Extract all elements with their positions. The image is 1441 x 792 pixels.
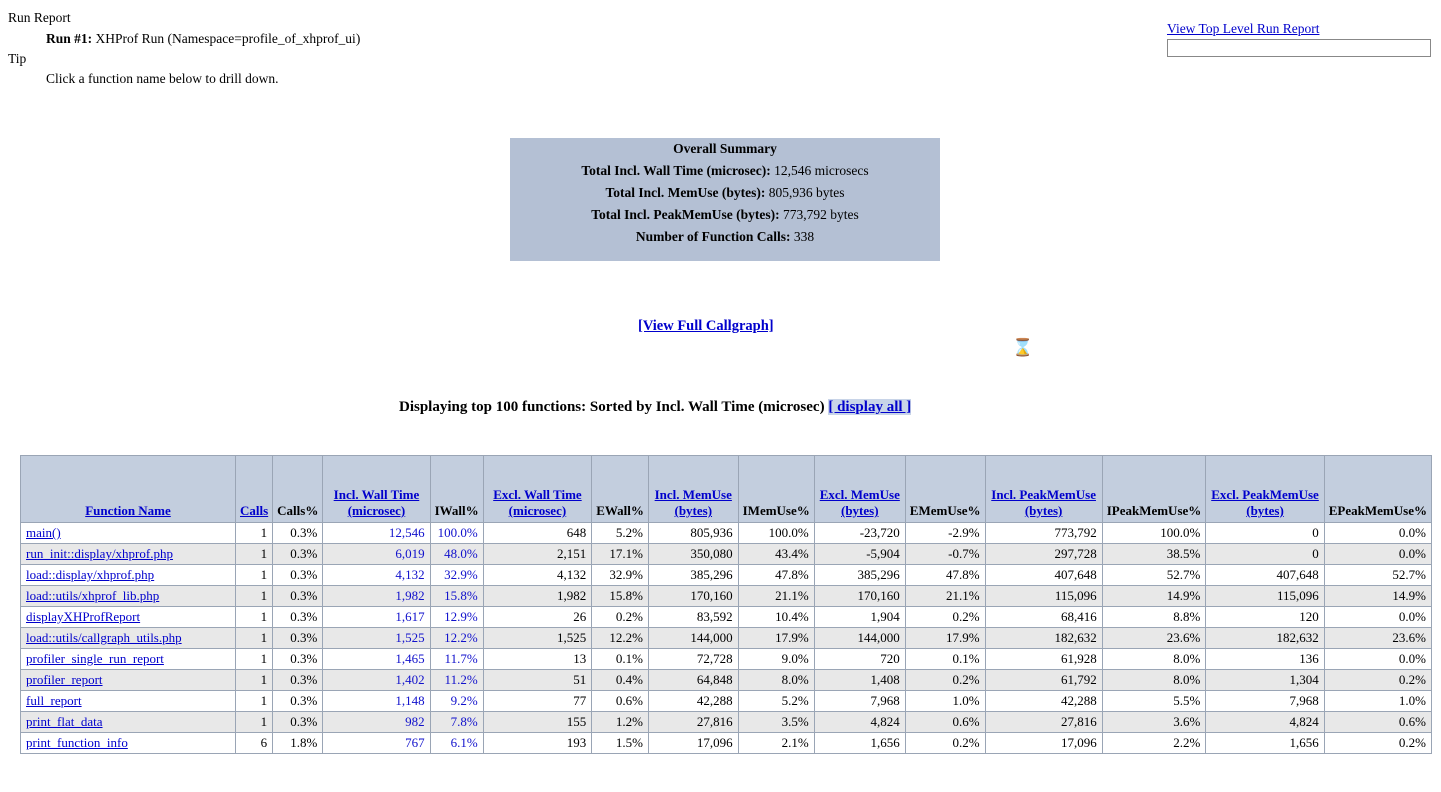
summary-label: Number of Function Calls: (635, 229, 791, 244)
iwall-pct-cell: 9.2% (430, 691, 483, 712)
function-name-cell[interactable] (21, 523, 236, 544)
column-header-calls[interactable] (236, 456, 273, 523)
incl-peakmemuse-cell: 17,096 (985, 733, 1102, 754)
excl-wall-cell: 1,982 (483, 586, 592, 607)
excl-memuse-cell: 170,160 (814, 586, 905, 607)
column-header-calls-pct (273, 456, 323, 523)
header-label: EPeakMemUse% (1328, 503, 1427, 518)
function-name-cell[interactable] (21, 628, 236, 649)
table-row (21, 670, 1432, 691)
incl-memuse-cell: 83,592 (648, 607, 738, 628)
excl-memuse-cell: 144,000 (814, 628, 905, 649)
search-input[interactable] (1167, 39, 1431, 57)
function-name-cell[interactable] (21, 649, 236, 670)
column-header-incl-memuse[interactable] (648, 456, 738, 523)
epeakmemuse-pct-cell: 14.9% (1324, 586, 1431, 607)
ewall-pct-cell: 12.2% (592, 628, 649, 649)
calls-cell: 6 (236, 733, 273, 754)
sort-link[interactable]: Excl. Wall Time (microsec) (493, 487, 582, 518)
ememuse-pct-cell: 17.9% (905, 628, 985, 649)
excl-wall-cell: 13 (483, 649, 592, 670)
header-label: EMemUse% (909, 503, 981, 518)
run-namespace: XHProf Run (Namespace=profile_of_xhprof_ui) (95, 31, 361, 46)
incl-memuse-cell: 350,080 (648, 544, 738, 565)
imemuse-pct-cell: 17.9% (738, 628, 814, 649)
table-row (21, 523, 1432, 544)
hourglass-icon: ⌛ (1012, 338, 1034, 357)
incl-peakmemuse-cell: 61,792 (985, 670, 1102, 691)
overall-summary-title: Overall Summary (673, 141, 777, 156)
summary-label: Total Incl. MemUse (bytes): (605, 185, 766, 200)
calls-cell: 1 (236, 523, 273, 544)
iwall-pct-cell: 12.2% (430, 628, 483, 649)
incl-memuse-cell: 144,000 (648, 628, 738, 649)
ipeakmemuse-pct-cell: 3.6% (1102, 712, 1206, 733)
run-number: Run #1: (46, 31, 93, 46)
summary-label: Total Incl. Wall Time (microsec): (581, 163, 771, 178)
sort-link[interactable]: Incl. Wall Time (microsec) (333, 487, 420, 518)
table-row (21, 544, 1432, 565)
epeakmemuse-pct-cell: 0.2% (1324, 670, 1431, 691)
epeakmemuse-pct-cell: 0.6% (1324, 712, 1431, 733)
table-row (21, 628, 1432, 649)
run-description (46, 31, 360, 47)
column-header-excl-memuse[interactable] (814, 456, 905, 523)
function-link[interactable]: load::utils/xhprof_lib.php (26, 588, 160, 603)
function-link[interactable]: run_init::display/xhprof.php (26, 546, 173, 561)
excl-wall-cell: 51 (483, 670, 592, 691)
view-top-level-run-report-link[interactable]: View Top Level Run Report (1167, 21, 1320, 36)
excl-memuse-cell: 1,904 (814, 607, 905, 628)
incl-memuse-cell: 72,728 (648, 649, 738, 670)
function-name-cell[interactable] (21, 691, 236, 712)
excl-wall-cell: 4,132 (483, 565, 592, 586)
calls-cell: 1 (236, 691, 273, 712)
imemuse-pct-cell: 8.0% (738, 670, 814, 691)
excl-peakmemuse-cell: 1,656 (1206, 733, 1324, 754)
imemuse-pct-cell: 100.0% (738, 523, 814, 544)
excl-memuse-cell: -23,720 (814, 523, 905, 544)
summary-value: 338 (793, 229, 815, 244)
calls-pct-cell: 1.8% (273, 733, 323, 754)
ipeakmemuse-pct-cell: 38.5% (1102, 544, 1206, 565)
function-link[interactable]: main() (26, 525, 61, 540)
excl-peakmemuse-cell: 4,824 (1206, 712, 1324, 733)
display-all-link[interactable]: [ display all ] (828, 399, 912, 415)
excl-memuse-cell: 1,408 (814, 670, 905, 691)
incl-wall-cell: 12,546 (323, 523, 430, 544)
calls-cell: 1 (236, 544, 273, 565)
calls-pct-cell: 0.3% (273, 607, 323, 628)
excl-wall-cell: 648 (483, 523, 592, 544)
excl-peakmemuse-cell: 115,096 (1206, 586, 1324, 607)
column-header-imemuse-pct (738, 456, 814, 523)
header-label: IPeakMemUse% (1106, 503, 1202, 518)
header-label: EWall% (596, 503, 644, 518)
incl-memuse-cell: 805,936 (648, 523, 738, 544)
summary-row (510, 163, 940, 179)
incl-memuse-cell: 27,816 (648, 712, 738, 733)
excl-memuse-cell: 1,656 (814, 733, 905, 754)
summary-row (510, 207, 940, 223)
ipeakmemuse-pct-cell: 100.0% (1102, 523, 1206, 544)
incl-wall-cell: 982 (323, 712, 430, 733)
incl-memuse-cell: 64,848 (648, 670, 738, 691)
ipeakmemuse-pct-cell: 8.0% (1102, 649, 1206, 670)
tip-label: Tip (8, 51, 27, 66)
sort-link[interactable]: Excl. PeakMemUse (bytes) (1211, 487, 1319, 518)
incl-wall-cell: 1,402 (323, 670, 430, 691)
view-full-callgraph-link[interactable]: [View Full Callgraph] (638, 318, 774, 334)
table-row (21, 712, 1432, 733)
incl-memuse-cell: 17,096 (648, 733, 738, 754)
excl-wall-cell: 155 (483, 712, 592, 733)
calls-cell: 1 (236, 565, 273, 586)
calls-pct-cell: 0.3% (273, 691, 323, 712)
column-header-excl-wall-time[interactable] (483, 456, 592, 523)
ipeakmemuse-pct-cell: 52.7% (1102, 565, 1206, 586)
ememuse-pct-cell: 1.0% (905, 691, 985, 712)
incl-peakmemuse-cell: 115,096 (985, 586, 1102, 607)
incl-peakmemuse-cell: 27,816 (985, 712, 1102, 733)
ememuse-pct-cell: -2.9% (905, 523, 985, 544)
incl-wall-cell: 6,019 (323, 544, 430, 565)
calls-cell: 1 (236, 712, 273, 733)
column-header-function-name[interactable] (21, 456, 236, 523)
incl-peakmemuse-cell: 61,928 (985, 649, 1102, 670)
excl-memuse-cell: -5,904 (814, 544, 905, 565)
epeakmemuse-pct-cell: 23.6% (1324, 628, 1431, 649)
ememuse-pct-cell: -0.7% (905, 544, 985, 565)
header-label: IMemUse% (742, 503, 810, 518)
function-name-cell[interactable] (21, 607, 236, 628)
summary-row (510, 185, 940, 201)
table-row (21, 607, 1432, 628)
incl-wall-cell: 1,982 (323, 586, 430, 607)
calls-pct-cell: 0.3% (273, 586, 323, 607)
ewall-pct-cell: 1.5% (592, 733, 649, 754)
epeakmemuse-pct-cell: 0.0% (1324, 544, 1431, 565)
table-body (21, 523, 1432, 754)
ememuse-pct-cell: 47.8% (905, 565, 985, 586)
ewall-pct-cell: 17.1% (592, 544, 649, 565)
calls-cell: 1 (236, 586, 273, 607)
table-row (21, 691, 1432, 712)
calls-pct-cell: 0.3% (273, 628, 323, 649)
ipeakmemuse-pct-cell: 8.0% (1102, 670, 1206, 691)
incl-wall-cell: 4,132 (323, 565, 430, 586)
incl-peakmemuse-cell: 407,648 (985, 565, 1102, 586)
excl-peakmemuse-cell: 136 (1206, 649, 1324, 670)
incl-wall-cell: 1,148 (323, 691, 430, 712)
incl-memuse-cell: 170,160 (648, 586, 738, 607)
header-label: IWall% (434, 503, 479, 518)
column-header-ememuse-pct (905, 456, 985, 523)
iwall-pct-cell: 12.9% (430, 607, 483, 628)
calls-cell: 1 (236, 628, 273, 649)
ememuse-pct-cell: 0.2% (905, 670, 985, 691)
incl-memuse-cell: 385,296 (648, 565, 738, 586)
ewall-pct-cell: 0.6% (592, 691, 649, 712)
ememuse-pct-cell: 0.2% (905, 733, 985, 754)
sort-link[interactable]: Calls (240, 503, 269, 518)
epeakmemuse-pct-cell: 52.7% (1324, 565, 1431, 586)
calls-pct-cell: 0.3% (273, 565, 323, 586)
excl-peakmemuse-cell: 1,304 (1206, 670, 1324, 691)
header-label: Calls% (277, 503, 319, 518)
calls-pct-cell: 0.3% (273, 523, 323, 544)
ememuse-pct-cell: 21.1% (905, 586, 985, 607)
function-link[interactable]: load::display/xhprof.php (26, 567, 155, 582)
function-profile-table (20, 455, 1432, 754)
column-header-excl-peakmemuse[interactable] (1206, 456, 1324, 523)
summary-value: 12,546 microsecs (774, 163, 869, 178)
excl-wall-cell: 1,525 (483, 628, 592, 649)
function-link[interactable]: profiler_report (26, 672, 103, 687)
sort-link[interactable]: Function Name (85, 503, 171, 518)
calls-pct-cell: 0.3% (273, 670, 323, 691)
displaying-text: Displaying top 100 functions: Sorted by Incl. Wall Time (microsec) (399, 399, 825, 415)
epeakmemuse-pct-cell: 0.0% (1324, 523, 1431, 544)
calls-cell: 1 (236, 649, 273, 670)
excl-peakmemuse-cell: 182,632 (1206, 628, 1324, 649)
function-name-cell[interactable] (21, 565, 236, 586)
epeakmemuse-pct-cell: 0.0% (1324, 649, 1431, 670)
run-report-label: Run Report (8, 10, 71, 25)
excl-peakmemuse-cell: 7,968 (1206, 691, 1324, 712)
summary-label: Total Incl. PeakMemUse (bytes): (591, 207, 780, 222)
column-header-incl-peakmemuse[interactable] (985, 456, 1102, 523)
displaying-summary (399, 399, 911, 416)
sort-link[interactable]: Excl. MemUse (bytes) (819, 487, 900, 518)
excl-wall-cell: 77 (483, 691, 592, 712)
table-header-row (21, 456, 1432, 523)
excl-wall-cell: 26 (483, 607, 592, 628)
ewall-pct-cell: 32.9% (592, 565, 649, 586)
sort-link[interactable]: Incl. PeakMemUse (bytes) (991, 487, 1096, 518)
ewall-pct-cell: 0.1% (592, 649, 649, 670)
ememuse-pct-cell: 0.2% (905, 607, 985, 628)
ewall-pct-cell: 1.2% (592, 712, 649, 733)
iwall-pct-cell: 32.9% (430, 565, 483, 586)
function-name-cell[interactable] (21, 544, 236, 565)
imemuse-pct-cell: 9.0% (738, 649, 814, 670)
imemuse-pct-cell: 21.1% (738, 586, 814, 607)
ewall-pct-cell: 5.2% (592, 523, 649, 544)
ipeakmemuse-pct-cell: 5.5% (1102, 691, 1206, 712)
incl-wall-cell: 767 (323, 733, 430, 754)
imemuse-pct-cell: 47.8% (738, 565, 814, 586)
function-link[interactable]: load::utils/callgraph_utils.php (26, 630, 182, 645)
tip-text: Click a function name below to drill down. (46, 71, 279, 86)
incl-peakmemuse-cell: 773,792 (985, 523, 1102, 544)
incl-peakmemuse-cell: 68,416 (985, 607, 1102, 628)
table-row (21, 649, 1432, 670)
excl-memuse-cell: 720 (814, 649, 905, 670)
function-link[interactable]: displayXHProfReport (26, 609, 141, 624)
imemuse-pct-cell: 3.5% (738, 712, 814, 733)
excl-memuse-cell: 4,824 (814, 712, 905, 733)
ememuse-pct-cell: 0.6% (905, 712, 985, 733)
column-header-ewall-pct (592, 456, 649, 523)
excl-peakmemuse-cell: 0 (1206, 523, 1324, 544)
iwall-pct-cell: 100.0% (430, 523, 483, 544)
table-row (21, 586, 1432, 607)
iwall-pct-cell: 11.7% (430, 649, 483, 670)
excl-peakmemuse-cell: 0 (1206, 544, 1324, 565)
excl-peakmemuse-cell: 120 (1206, 607, 1324, 628)
calls-cell: 1 (236, 670, 273, 691)
column-header-ipeakmemuse-pct (1102, 456, 1206, 523)
calls-pct-cell: 0.3% (273, 712, 323, 733)
ewall-pct-cell: 0.4% (592, 670, 649, 691)
summary-row (510, 229, 940, 245)
function-link[interactable]: full_report (26, 693, 82, 708)
ipeakmemuse-pct-cell: 23.6% (1102, 628, 1206, 649)
imemuse-pct-cell: 2.1% (738, 733, 814, 754)
overall-summary-panel (510, 138, 940, 261)
table-row (21, 565, 1432, 586)
ipeakmemuse-pct-cell: 8.8% (1102, 607, 1206, 628)
iwall-pct-cell: 48.0% (430, 544, 483, 565)
epeakmemuse-pct-cell: 0.0% (1324, 607, 1431, 628)
excl-memuse-cell: 7,968 (814, 691, 905, 712)
imemuse-pct-cell: 10.4% (738, 607, 814, 628)
iwall-pct-cell: 6.1% (430, 733, 483, 754)
incl-peakmemuse-cell: 182,632 (985, 628, 1102, 649)
epeakmemuse-pct-cell: 0.2% (1324, 733, 1431, 754)
function-link[interactable]: print_flat_data (26, 714, 103, 729)
iwall-pct-cell: 11.2% (430, 670, 483, 691)
column-header-epeakmemuse-pct (1324, 456, 1431, 523)
calls-cell: 1 (236, 607, 273, 628)
excl-wall-cell: 2,151 (483, 544, 592, 565)
epeakmemuse-pct-cell: 1.0% (1324, 691, 1431, 712)
ipeakmemuse-pct-cell: 14.9% (1102, 586, 1206, 607)
summary-value: 773,792 bytes (783, 207, 859, 222)
incl-peakmemuse-cell: 42,288 (985, 691, 1102, 712)
incl-wall-cell: 1,525 (323, 628, 430, 649)
sort-link[interactable]: Incl. MemUse (bytes) (654, 487, 732, 518)
function-link[interactable]: profiler_single_run_report (26, 651, 164, 666)
incl-memuse-cell: 42,288 (648, 691, 738, 712)
iwall-pct-cell: 7.8% (430, 712, 483, 733)
incl-wall-cell: 1,617 (323, 607, 430, 628)
imemuse-pct-cell: 43.4% (738, 544, 814, 565)
function-name-cell[interactable] (21, 670, 236, 691)
function-name-cell[interactable] (21, 733, 236, 754)
column-header-incl-wall-time[interactable] (323, 456, 430, 523)
ememuse-pct-cell: 0.1% (905, 649, 985, 670)
excl-peakmemuse-cell: 407,648 (1206, 565, 1324, 586)
function-link[interactable]: print_function_info (26, 735, 128, 750)
column-header-iwall-pct (430, 456, 483, 523)
summary-value: 805,936 bytes (768, 185, 845, 200)
excl-wall-cell: 193 (483, 733, 592, 754)
excl-memuse-cell: 385,296 (814, 565, 905, 586)
imemuse-pct-cell: 5.2% (738, 691, 814, 712)
incl-wall-cell: 1,465 (323, 649, 430, 670)
function-name-cell[interactable] (21, 712, 236, 733)
calls-pct-cell: 0.3% (273, 649, 323, 670)
ewall-pct-cell: 0.2% (592, 607, 649, 628)
incl-peakmemuse-cell: 297,728 (985, 544, 1102, 565)
ewall-pct-cell: 15.8% (592, 586, 649, 607)
iwall-pct-cell: 15.8% (430, 586, 483, 607)
table-row (21, 733, 1432, 754)
calls-pct-cell: 0.3% (273, 544, 323, 565)
ipeakmemuse-pct-cell: 2.2% (1102, 733, 1206, 754)
function-name-cell[interactable] (21, 586, 236, 607)
